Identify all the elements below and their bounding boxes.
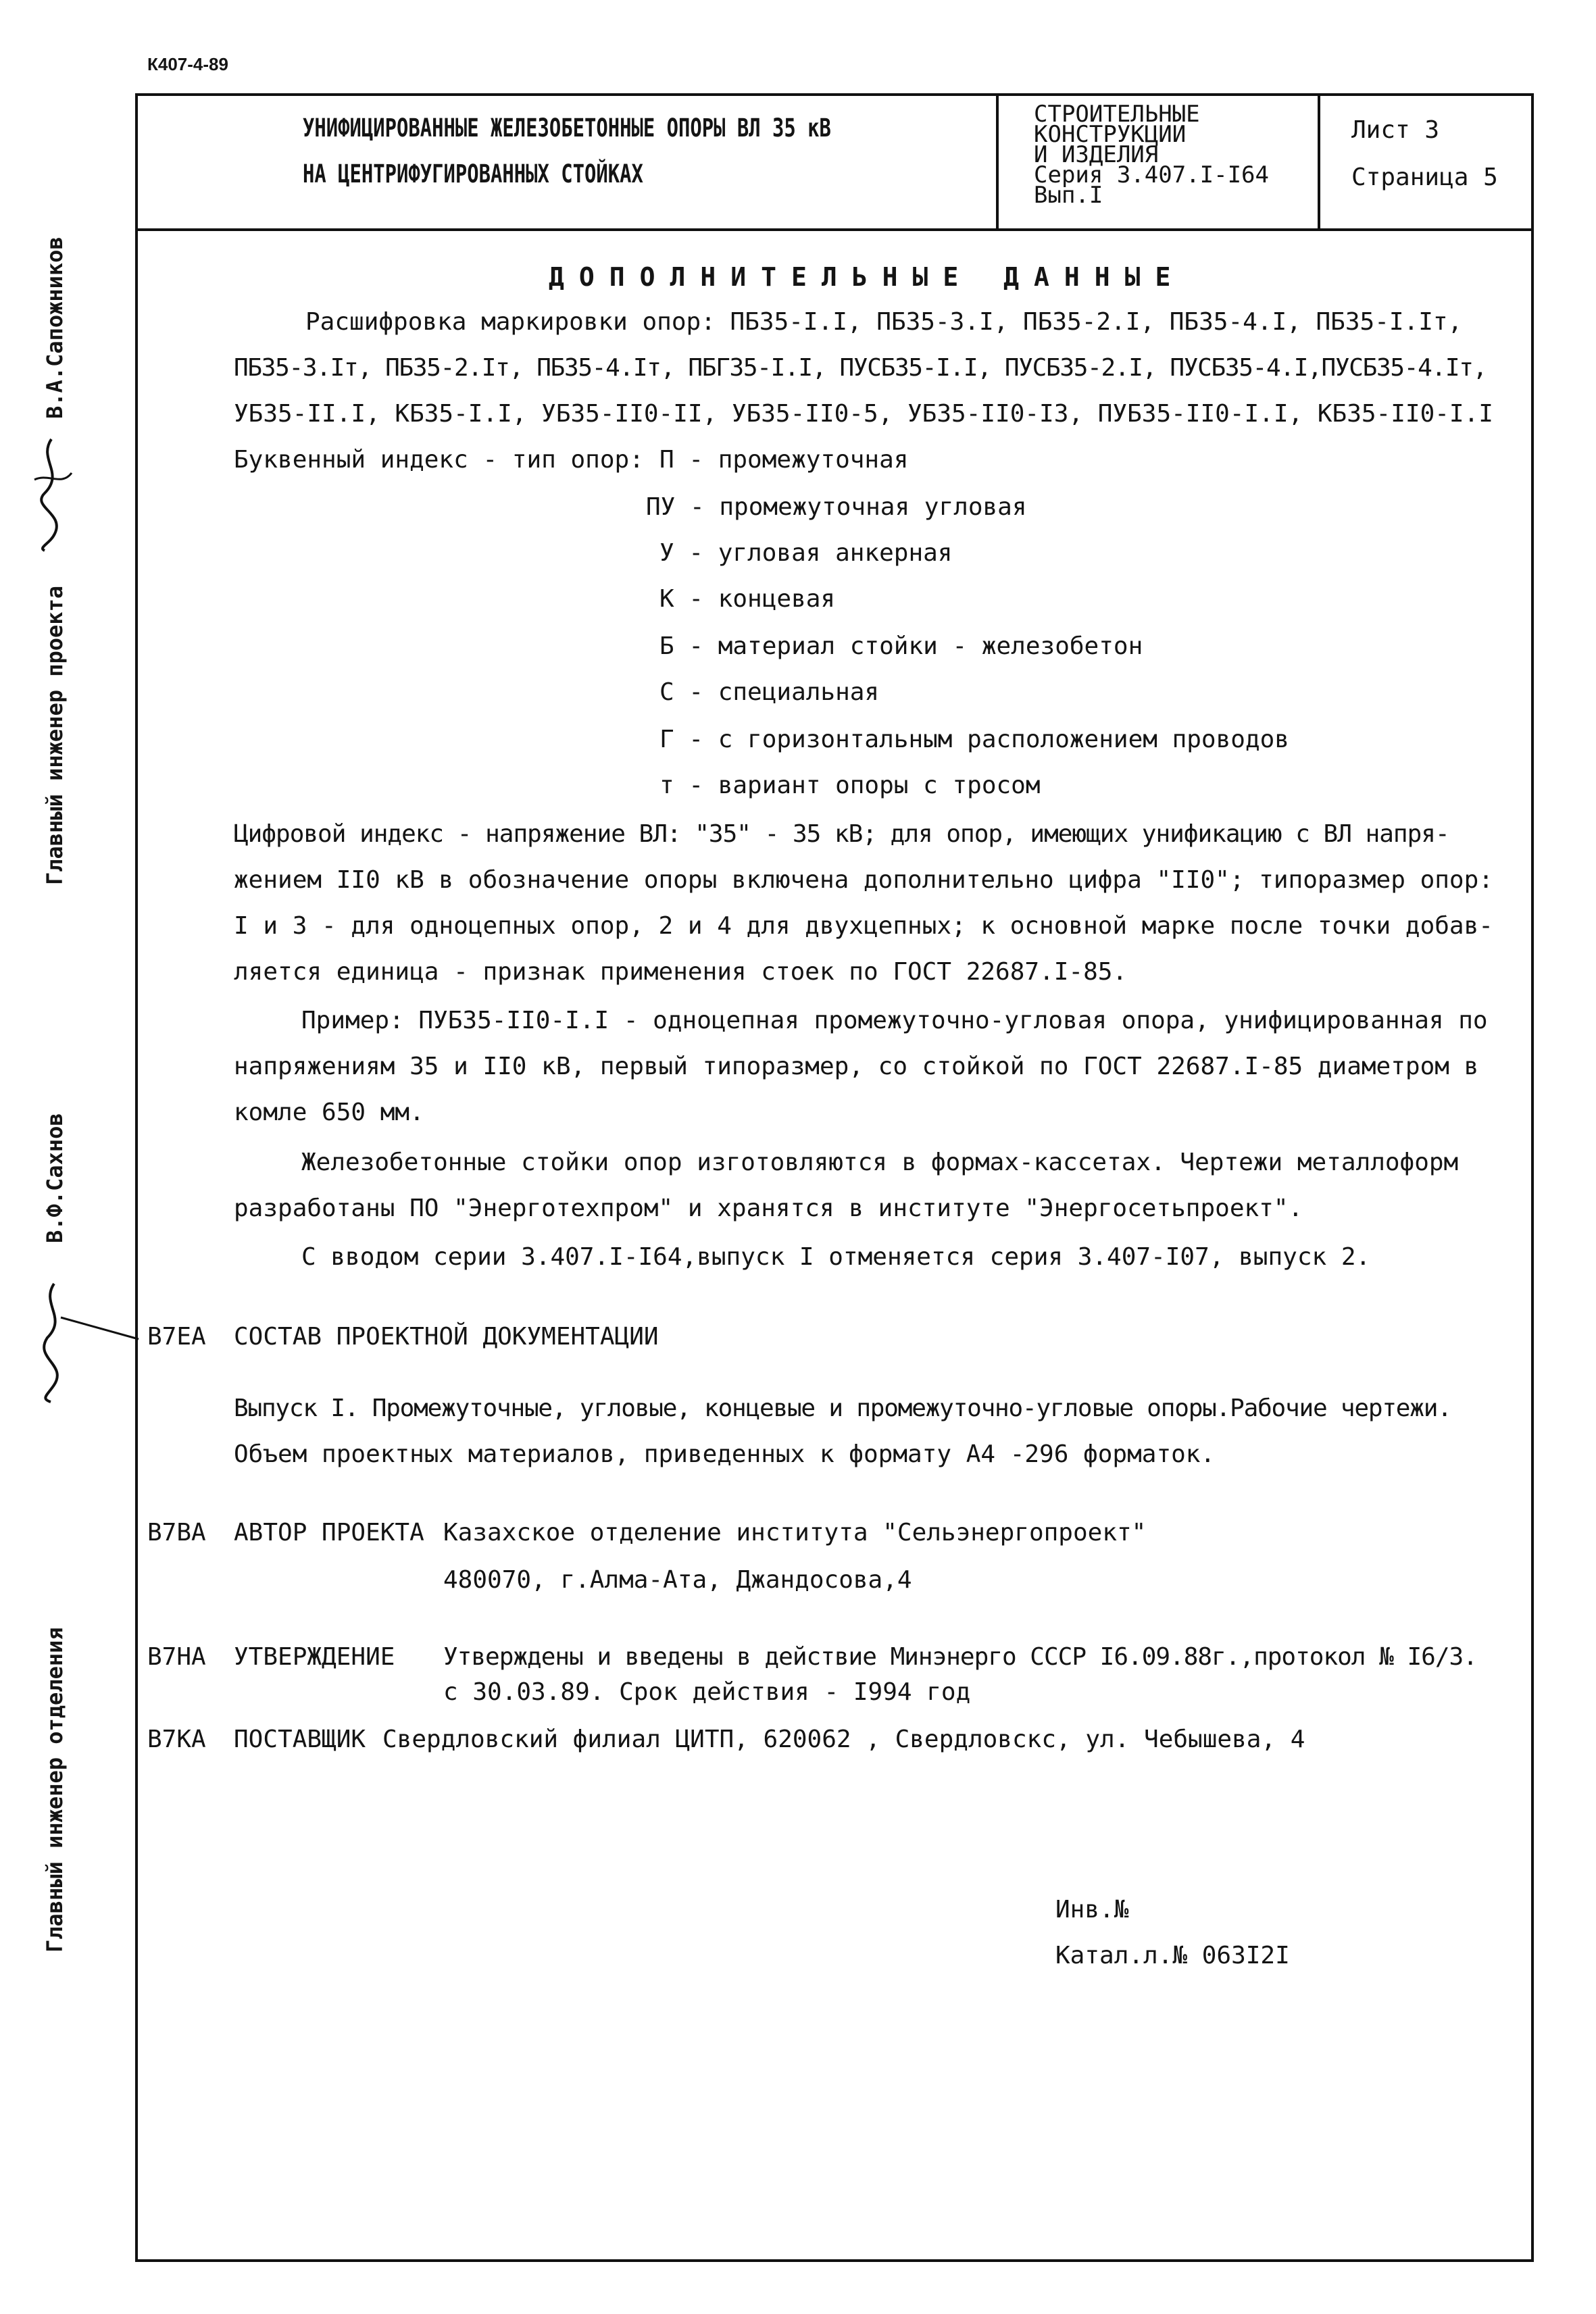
chief-project-engineer-name: В.А.Сапожников	[42, 236, 68, 419]
approval-line-2: с 30.03.89. Срок действия - I994 год	[443, 1678, 971, 1706]
supplier-text: Свердловский филиал ЦИТП, 620062 , Свердловскс, ул. Чебышева, 4	[382, 1726, 1305, 1753]
manufacture-line-2: разработаны ПО "Энерготехпром" и хранятся в институте "Энергосетьпроект".	[234, 1194, 1303, 1222]
chief-project-engineer-label: Главный инженер проекта	[42, 585, 68, 885]
composition-line-1: Выпуск I. Промежуточные, угловые, концевые и промежуточно-угловые опоры.Рабочие чертежи.	[234, 1394, 1451, 1422]
author-line-1: Казахское отделение института "Сельэнергопроект"	[443, 1519, 1147, 1546]
letter-index-item: Б - материал стойки - железобетон	[659, 632, 1143, 660]
replacement-line: С вводом серии 3.407.I-I64,выпуск I отменяется серия 3.407-I07, выпуск 2.	[301, 1243, 1371, 1271]
author-line-2: 480070, г.Алма-Ата, Джандосова,4	[443, 1566, 912, 1594]
series-number: Серия 3.407.I-I64	[1034, 161, 1269, 188]
category-line-1: СТРОИТЕЛЬНЫЕ	[1034, 101, 1200, 128]
manufacture-line-1: Железобетонные стойки опор изготовляются в формах-кассетах. Чертежи металлоформ	[301, 1149, 1459, 1176]
digit-index-line-2: жением II0 кВ в обозначение опоры включена дополнительно цифра "II0"; типоразмер опор:	[234, 866, 1493, 894]
letter-index-item: ПУ - промежуточная угловая	[646, 493, 1027, 521]
title-block	[138, 96, 1531, 231]
author-code: B7BA	[147, 1519, 206, 1546]
title-line-1: УНИФИЦИРОВАННЫЕ ЖЕЛЕЗОБЕТОННЫЕ ОПОРЫ ВЛ 35 кВ	[303, 114, 831, 143]
sheet-cell	[1320, 96, 1531, 228]
author-title: АВТОР ПРОЕКТА	[234, 1519, 424, 1546]
supplier-code: B7KA	[147, 1726, 206, 1753]
dept-chief-engineer-name: В.Ф.Сахнов	[42, 1113, 68, 1243]
decoding-line-2: ПБ35-3.Iт, ПБ35-2.Iт, ПБ35-4.Iт, ПБГ35-I.I, ПУСБ35-I.I, ПУСБ35-2.I, ПУСБ35-4.I,ПУСБ35-4.Iт,	[234, 354, 1487, 382]
page-heading: ДОПОЛНИТЕЛЬНЫЕ ДАННЫЕ	[549, 262, 1186, 292]
page-number: Страница 5	[1351, 164, 1498, 191]
letter-index-item: К - концевая	[659, 585, 836, 613]
composition-title: СОСТАВ ПРОЕКТНОЙ ДОКУМЕНТАЦИИ	[234, 1323, 659, 1351]
digit-index-line-3: I и 3 - для одноцепных опор, 2 и 4 для двухцепных; к основной марке после точки добав-	[234, 912, 1493, 940]
letter-index-item: С - специальная	[659, 678, 880, 706]
letter-index-item: У - угловая анкерная	[659, 539, 953, 567]
inventory-number: Инв.№	[1055, 1896, 1129, 1923]
example-line-2: напряжениям 35 и II0 кВ, первый типоразмер, со стойкой по ГОСТ 22687.I-85 диаметром в	[234, 1053, 1479, 1080]
document-code: К407-4-89	[147, 54, 228, 74]
sheet-number: Лист 3	[1351, 116, 1440, 144]
digit-index-line-4: ляется единица - признак применения стоек по ГОСТ 22687.I-85.	[234, 958, 1128, 986]
digit-index-line-1: Цифровой индекс - напряжение ВЛ: "35" - 35 кВ; для опор, имеющих унификацию с ВЛ напря-	[234, 820, 1449, 848]
category-line-2: КОНСТРУКЦИИ	[1034, 121, 1187, 148]
example-line-1: Пример: ПУБ35-II0-I.I - одноцепная промежуточно-угловая опора, унифицированная по	[301, 1007, 1488, 1034]
issue-number: Вып.I	[1034, 182, 1103, 209]
dept-engineer-signature	[20, 1277, 142, 1405]
title-cell	[138, 96, 999, 228]
letter-index-item: Г - с горизонтальным расположением проводов	[659, 726, 1289, 753]
dept-chief-engineer-label: Главный инженер отделения	[42, 1627, 68, 1953]
composition-code: B7EA	[147, 1323, 206, 1351]
example-line-3: комле 650 мм.	[234, 1099, 424, 1126]
supplier-title: ПОСТАВЩИК	[234, 1726, 366, 1753]
decoding-line-3: УБ35-II.I, КБ35-I.I, УБ35-II0-II, УБ35-II0-5, УБ35-II0-I3, ПУБ35-II0-I.I, КБ35-II0-I.I	[234, 400, 1493, 428]
decoding-line-1: Расшифровка маркировки опор: ПБ35-I.I, ПБ35-3.I, ПБ35-2.I, ПБ35-4.I, ПБ35-I.Iт,	[305, 308, 1463, 336]
letter-index-item: П - промежуточная	[659, 446, 909, 474]
catalog-sheet-number: Катал.л.№ 063I2I	[1055, 1942, 1290, 1969]
title-line-2: НА ЦЕНТРИФУГИРОВАННЫХ СТОЙКАХ	[303, 159, 643, 188]
approval-code: B7HA	[147, 1643, 206, 1671]
approval-line-1: Утверждены и введены в действие Минэнерго СССР I6.09.88г.,протокол № I6/3.	[443, 1643, 1477, 1671]
letter-index-item: т - вариант опоры с тросом	[659, 772, 1041, 799]
category-line-3: И ИЗДЕЛИЯ	[1034, 141, 1159, 168]
composition-line-2: Объем проектных материалов, приведенных к формату А4 -296 форматок.	[234, 1440, 1216, 1468]
category-cell	[996, 96, 1320, 228]
letter-index-label: Буквенный индекс - тип опор:	[234, 446, 644, 474]
approval-title: УТВЕРЖДЕНИЕ	[234, 1643, 395, 1671]
chief-engineer-signature	[24, 432, 78, 554]
